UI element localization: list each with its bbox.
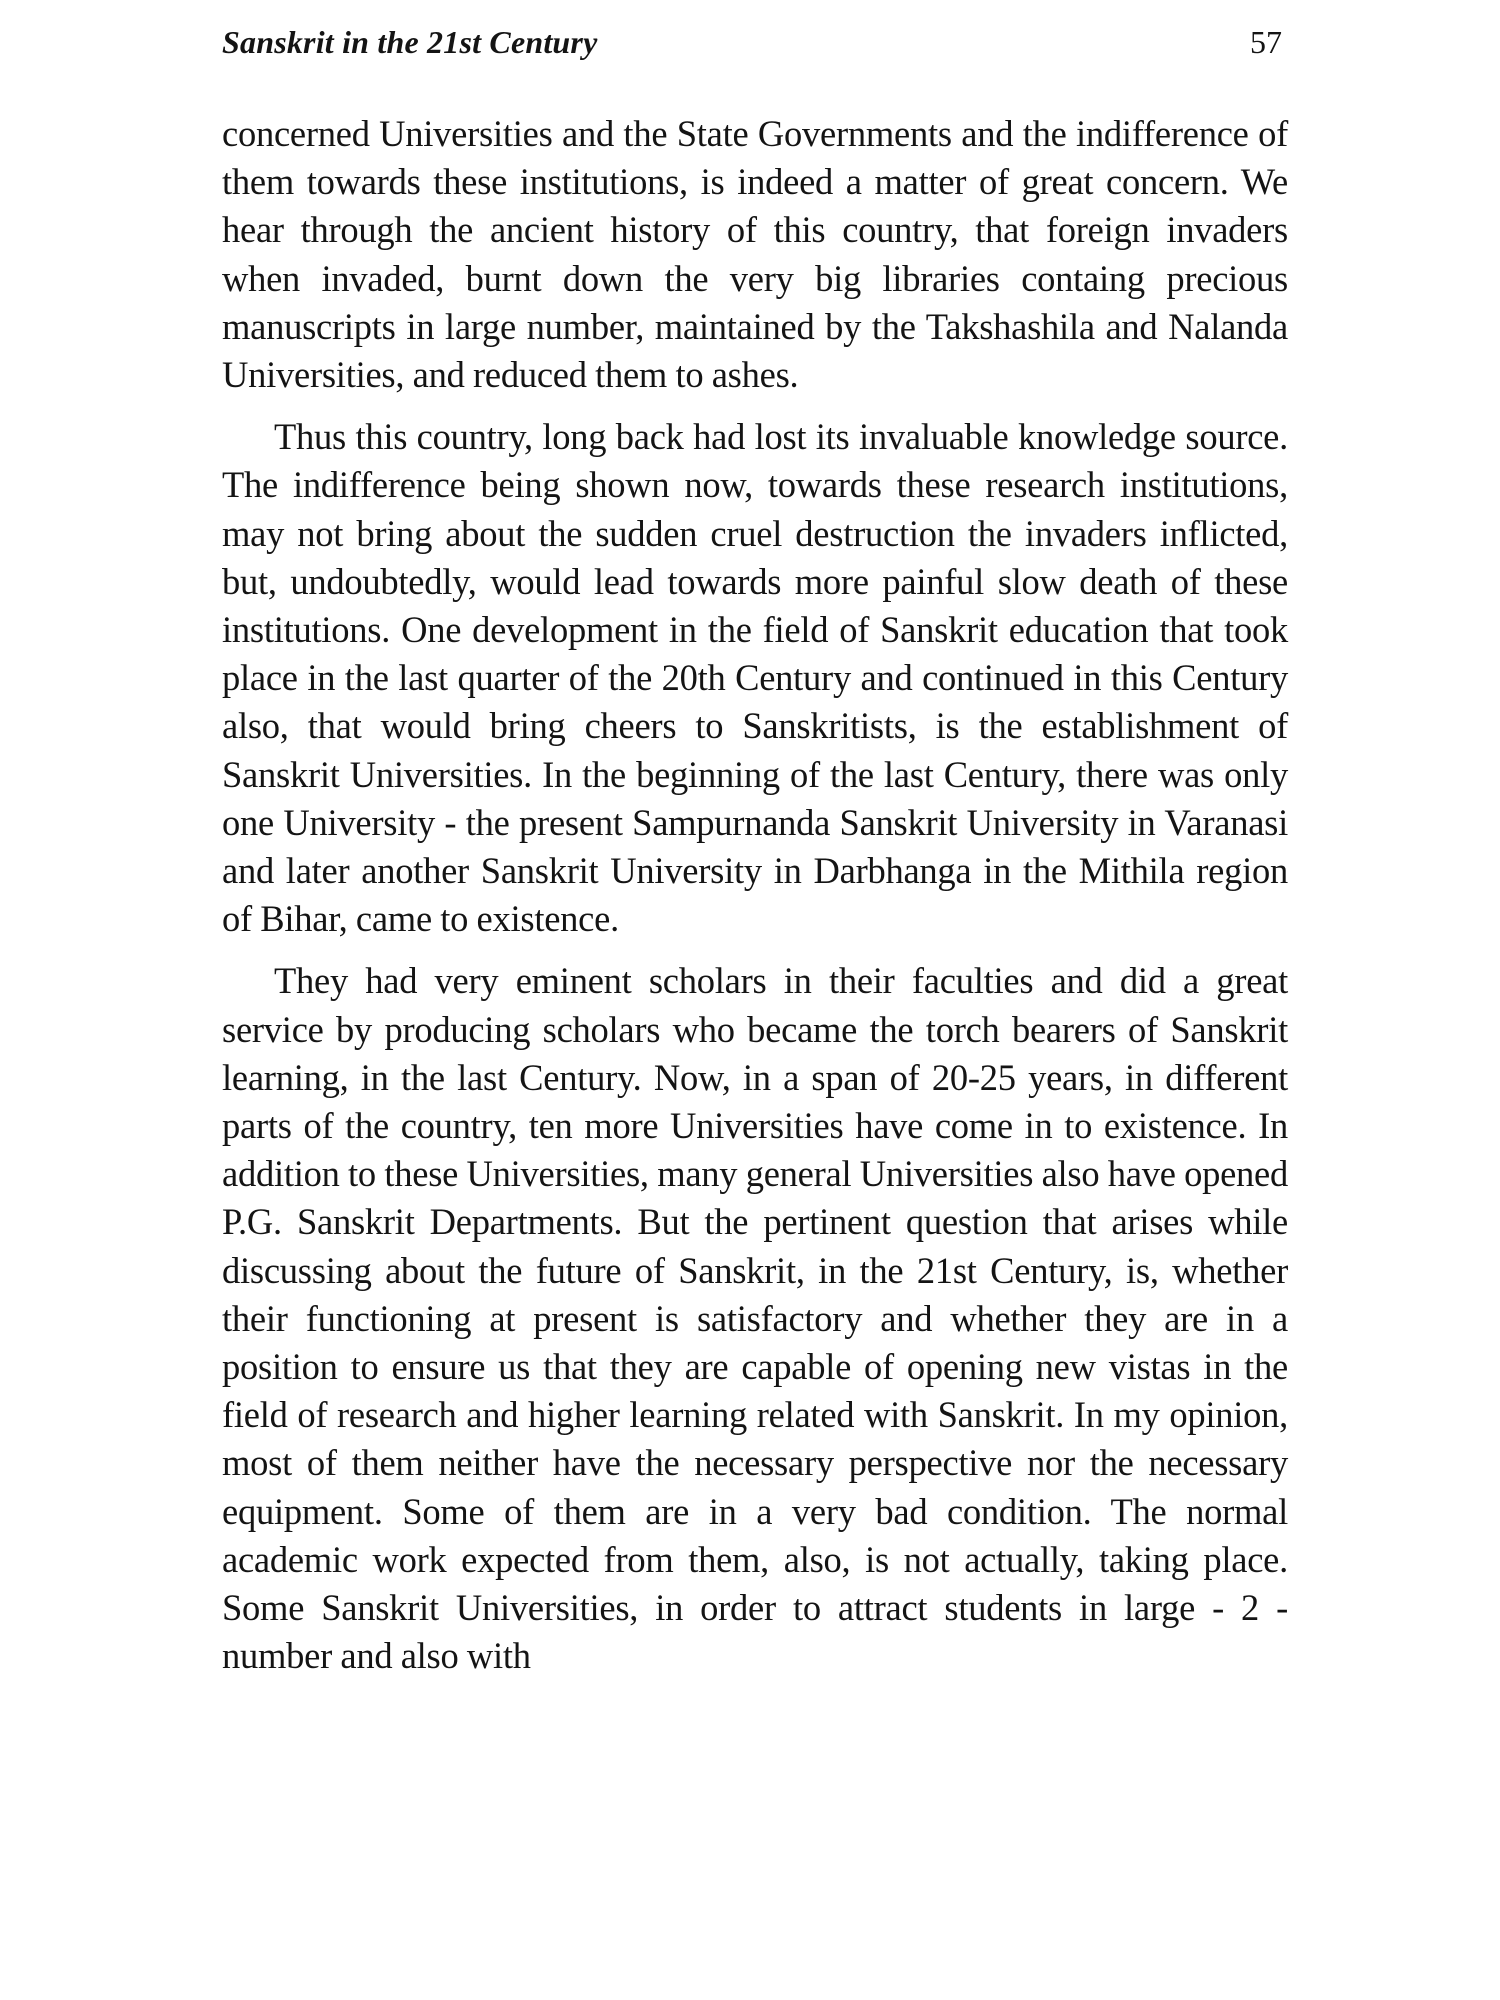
page-number: 57 [1250,24,1282,60]
paragraph-knowledge-source: Thus this country, long back had lost its invaluable knowledge source. The indifference being shown now, towards these research institutions, may not bring about the sudden cruel destruction the invaders inflicted, but, undoubtedly, would lead towards more painful slow death of these institutions. One development in the field of Sanskrit education that took place in the last quarter of the 20th Century and continued in this Century also, that would bring cheers to Sanskritists, is the establishment of Sanskrit Universities. In the beginning of the last Century, there was only one University - the present Sampurnanda Sanskrit University in Varanasi and later another Sanskrit University in Darbhanga in the Mithila region of Bihar, came to existence. [222,416,1288,940]
running-title: Sanskrit in the 21st Century [222,24,598,60]
running-header [222,22,1288,82]
paragraph-continued: concerned Universities and the State Governments and the indifference of them towards these institutions, is indeed a matter of great concern. We hear through the ancient history of this country, that foreign invaders when invaded, burnt down the very big libraries containg precious manuscripts in large number, maintained by the Takshashila and Nalanda Universities, and reduced them to ashes. [222,113,1288,396]
body-text [222,110,1288,1681]
book-page [222,22,1288,1982]
paragraph-universities: They had very eminent scholars in their faculties and did a great service by producing scholars who became the torch bearers of Sanskrit learning, in the last Century. Now, in a span of 20-25 years, in different parts of the country, ten more Universities have come in to existence. In addition to these Universities, many general Universities also have opened P.G. Sanskrit Departments. But the pertinent question that arises while discussing about the future of Sanskrit, in the 21st Century, is, whether their functioning at present is satisfactory and whether they are in a position to ensure us that they are capable of opening new vistas in the field of research and higher learning related with Sanskrit. In my opinion, most of them neither have the necessary perspective nor the necessary equipment. Some of them are in a very bad condition. The normal academic work expected from them, also, is not actually, taking place. Some Sanskrit Universities, in order to attract students in large - 2 -number and also with [222,960,1288,1677]
